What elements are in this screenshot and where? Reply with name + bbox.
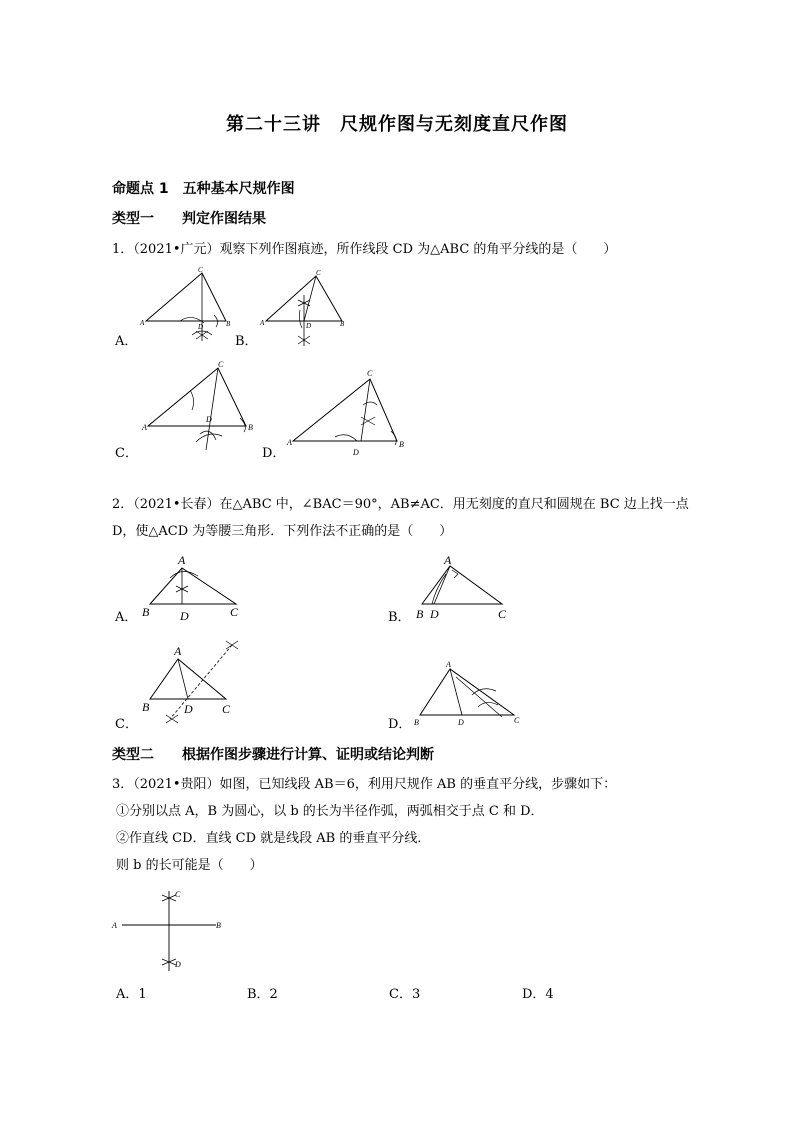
q2b-label-a: A xyxy=(444,553,452,567)
q2a-label-a: A xyxy=(178,553,186,567)
q1b-label-b: B xyxy=(340,320,345,328)
q1d-label-d: D xyxy=(353,448,359,457)
q3-ask: 则 b 的长可能是（ ） xyxy=(116,858,263,873)
q1b-label-a: A xyxy=(260,319,265,327)
q2b-label-b: B xyxy=(416,607,424,621)
type1-heading: 类型一 判定作图结果 xyxy=(112,211,266,227)
q1a-label-d: D xyxy=(198,323,204,331)
q1-option-d: D． xyxy=(262,446,286,461)
q2-stem-line1: 2．（2021•长春）在△ABC 中，∠BAC＝90°，AB≠AC．用无刻度的直尺和圆规在 BC 边上找一点 xyxy=(112,497,689,512)
q1a-label-a: A xyxy=(140,319,145,327)
page-title: 第二十三讲 尺规作图与无刻度直尺作图 xyxy=(226,114,568,135)
q1b-label-c: C xyxy=(316,269,321,277)
q2c-label-b: B xyxy=(142,700,150,714)
q2-stem-line2: D，使△ACD 为等腰三角形．下列作法不正确的是（ ） xyxy=(112,524,453,539)
q2-figure-a xyxy=(140,550,255,625)
q2d-label-d: D xyxy=(458,718,464,727)
q2-option-a: A． xyxy=(115,610,138,625)
q2-figure-b xyxy=(412,550,522,625)
q2-option-b: B． xyxy=(388,610,411,625)
q2c-label-d: D xyxy=(184,702,193,716)
q1c-label-a: A xyxy=(142,423,147,432)
q1-option-b: B． xyxy=(235,334,258,349)
q2a-label-d: D xyxy=(180,609,189,623)
q1a-label-b: B xyxy=(226,320,231,328)
q1-option-a: A． xyxy=(115,334,138,349)
q3-label-a: A xyxy=(112,921,117,930)
q3-label-d: D xyxy=(175,960,181,969)
q2c-label-c: C xyxy=(222,702,231,716)
q3-option-b: B．2 xyxy=(247,987,278,1002)
q3-option-c: C．3 xyxy=(389,987,421,1002)
q2d-label-c: C xyxy=(514,716,520,725)
q3-figure xyxy=(112,885,227,975)
q1-figure-d xyxy=(285,365,415,460)
q2-figure-d xyxy=(412,655,527,730)
q2b-label-c: C xyxy=(498,607,507,621)
q2-figure-c xyxy=(140,635,255,730)
q2a-label-c: C xyxy=(230,605,239,619)
q3-label-b: B xyxy=(216,921,221,930)
q3-option-a: A．1 xyxy=(116,987,147,1002)
q1-figure-a xyxy=(140,265,240,345)
section-heading: 命题点 1 五种基本尺规作图 xyxy=(112,181,295,197)
q1b-label-d: D xyxy=(306,322,312,330)
type2-heading: 类型二 根据作图步骤进行计算、证明或结论判断 xyxy=(112,747,434,763)
q2d-label-a: A xyxy=(446,660,451,669)
q3-option-d: D．4 xyxy=(522,987,554,1002)
q1c-label-d: D xyxy=(206,415,212,424)
q1-option-c: C． xyxy=(115,446,138,461)
q3-step2: ②作直线 CD．直线 CD 就是线段 AB 的垂直平分线． xyxy=(116,831,431,846)
q1d-label-a: A xyxy=(287,438,292,447)
q3-stem: 3．（2021•贵阳）如图，已知线段 AB＝6，利用尺规作 AB 的垂直平分线，步骤如下： xyxy=(112,777,617,792)
q1-figure-c xyxy=(140,360,265,460)
q1c-label-c: C xyxy=(218,360,224,369)
q2d-label-b: B xyxy=(414,718,419,727)
q3-label-c: C xyxy=(175,890,181,899)
q2a-label-b: B xyxy=(142,605,150,619)
q1a-label-c: C xyxy=(198,266,203,274)
q2c-label-a: A xyxy=(174,644,182,658)
q1-stem: 1．（2021•广元）观察下列作图痕迹，所作线段 CD 为△ABC 的角平分线的是（ ） xyxy=(112,242,617,257)
q2-option-d: D． xyxy=(388,717,412,732)
q3-step1: ①分别以点 A，B 为圆心，以 b 的长为半径作弧，两弧相交于点 C 和 D． xyxy=(116,804,544,819)
q2b-label-d: D xyxy=(430,607,439,621)
q1c-label-b: B xyxy=(248,423,253,432)
q1d-label-b: B xyxy=(399,440,404,449)
q1-figure-b xyxy=(260,270,355,350)
q1d-label-c: C xyxy=(367,369,373,378)
q2-option-c: C． xyxy=(115,717,138,732)
